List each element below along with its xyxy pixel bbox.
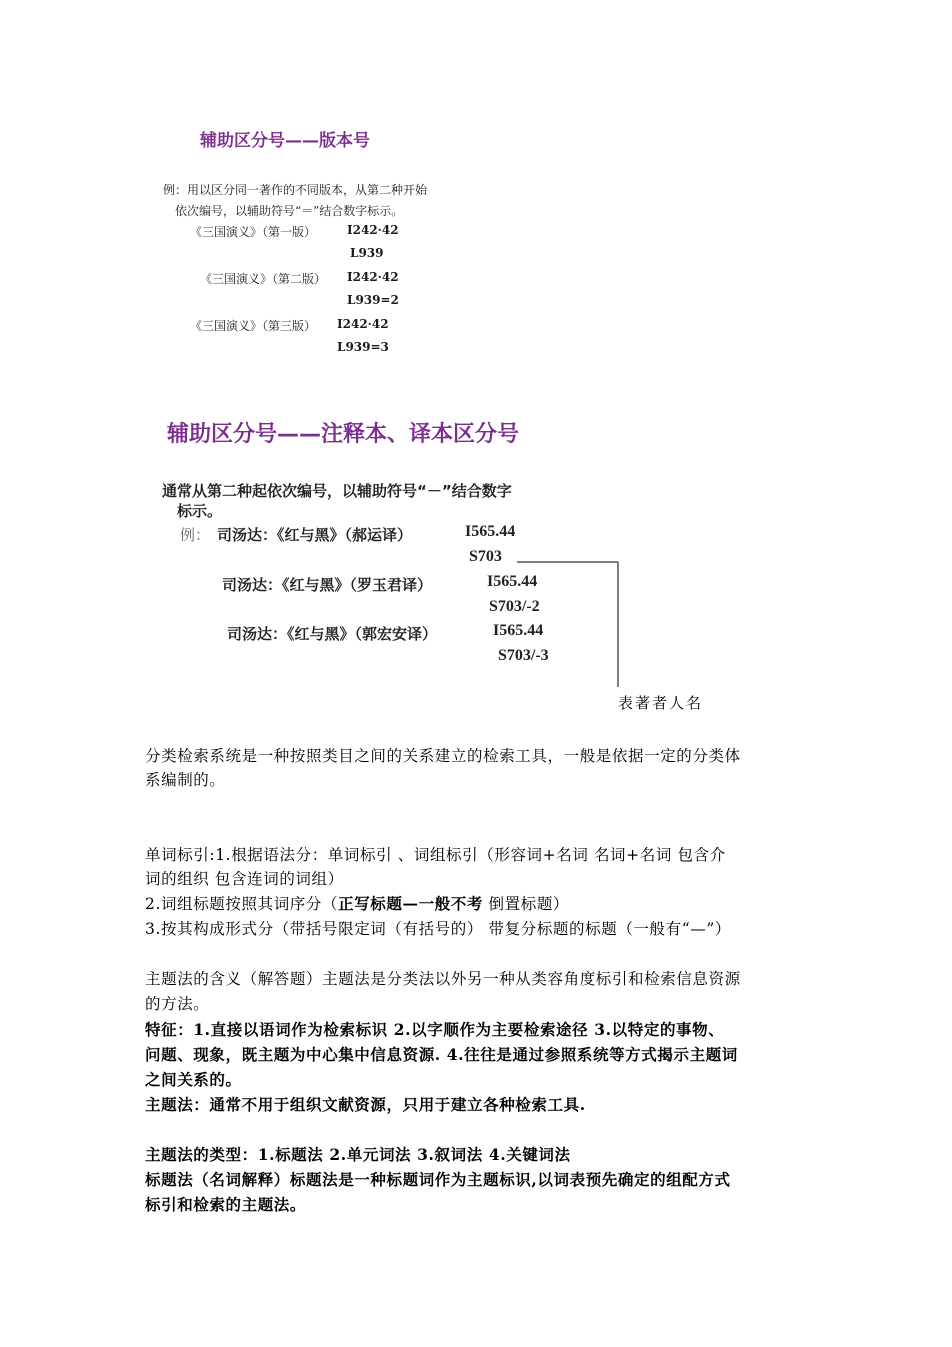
example-book: 《三国演义》（第一版） bbox=[190, 225, 317, 239]
example-author-code: S703/-3 bbox=[498, 647, 549, 664]
paragraph-line: 特征：1.直接以语词作为检索标识 2.以字顺作为主要检索途径 3.以特定的事物、 bbox=[145, 1020, 725, 1039]
paragraph-line: 之间关系的。 bbox=[145, 1070, 242, 1089]
example-author-code: L939=3 bbox=[337, 340, 389, 354]
figure-intro-line: 标示。 bbox=[177, 502, 223, 520]
paragraph-line: 主题法的类型：1.标题法 2.单元词法 3.叙词法 4.关键词法 bbox=[145, 1145, 571, 1164]
paragraph-line: 问题、现象，既主题为中心集中信息资源. 4.往往是通过参照系统等方式揭示主题词 bbox=[145, 1045, 738, 1064]
text-run: 倒置标题） bbox=[483, 895, 570, 913]
text-run: 2.词组标题按照其词序分（ bbox=[145, 895, 339, 913]
paragraph-line: 分类检索系统是一种按照类目之间的关系建立的检索工具，一般是依据一定的分类体 bbox=[145, 747, 741, 765]
paragraph-line: 的方法。 bbox=[145, 995, 210, 1013]
figure-intro-line: 例：用以区分同一著作的不同版本，从第二种开始 bbox=[163, 183, 428, 197]
paragraph-line: 标引和检索的主题法。 bbox=[145, 1195, 307, 1214]
paragraph-line: 标题法（名词解释）标题法是一种标题词作为主题标识,以词表预先确定的组配方式 bbox=[145, 1170, 731, 1189]
figure-intro-line: 依次编号，以辅助符号“＝”结合数字标示。 bbox=[175, 204, 404, 218]
example-class-code: I242·42 bbox=[347, 270, 399, 284]
paragraph-line: 词的组织 包含连词的词组） bbox=[145, 870, 344, 888]
paragraph-line bbox=[145, 892, 569, 914]
example-book: 司汤达：《红与黑》（罗玉君译） bbox=[222, 576, 433, 594]
figure-intro-line: 通常从第二种起依次编号，以辅助符号“－”结合数字 bbox=[162, 482, 512, 500]
example-author-code: S703/-2 bbox=[489, 598, 540, 615]
paragraph-line: 3.按其构成形式分（带括号限定词（有括号的） 带复分标题的标题（一般有“—”） bbox=[145, 920, 731, 938]
example-author-code: S703 bbox=[469, 548, 502, 565]
example-book: 《三国演义》（第三版） bbox=[190, 319, 317, 333]
example-author-code: L939=2 bbox=[347, 293, 399, 307]
paragraph-line: 系编制的。 bbox=[145, 771, 226, 789]
example-book: 《三国演义》（第二版） bbox=[200, 272, 327, 286]
example-class-code: I565.44 bbox=[465, 523, 516, 540]
example-label: 例： bbox=[180, 526, 211, 544]
annotation-label: 表著者人名 bbox=[618, 694, 704, 712]
example-class-code: I242·42 bbox=[337, 317, 389, 331]
paragraph-line: 主题法的含义（解答题）主题法是分类法以外另一种从类容角度标引和检索信息资源 bbox=[145, 970, 741, 988]
example-class-code: I565.44 bbox=[493, 622, 544, 639]
paragraph-line: 主题法：通常不用于组织文献资源，只用于建立各种检索工具. bbox=[145, 1095, 586, 1114]
figure-title: 辅助区分号——注释本、译本区分号 bbox=[167, 422, 520, 447]
text-run-bold: 正写标题—一般不考 bbox=[338, 894, 483, 913]
paragraph-line: 单词标引:1.根据语法分：单词标引 、词组标引（形容词+名词 名词+名词 包含介 bbox=[145, 846, 726, 864]
example-class-code: I242·42 bbox=[347, 223, 399, 237]
example-class-code: I565.44 bbox=[487, 573, 538, 590]
example-book: 司汤达：《红与黑》（郝运译） bbox=[217, 526, 413, 544]
example-author-code: L939 bbox=[350, 246, 384, 260]
figure-title: 辅助区分号——版本号 bbox=[200, 131, 370, 151]
example-book: 司汤达：《红与黑》（郭宏安译） bbox=[227, 625, 438, 643]
